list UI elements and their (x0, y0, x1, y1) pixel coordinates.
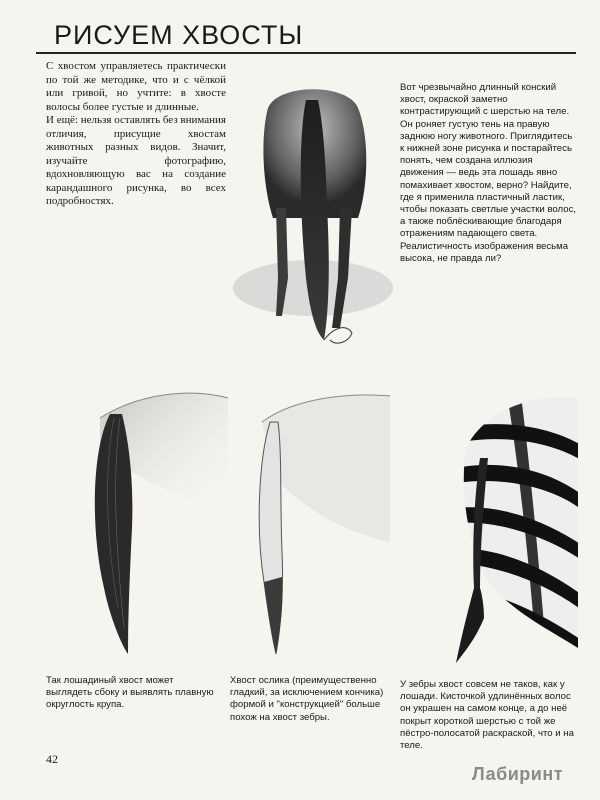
horse-tail-side-drawing (70, 388, 230, 658)
title-band (36, 14, 576, 54)
watermark: Лабиринт (472, 764, 564, 784)
intro-paragraph-1: С хвостом управляетесь практически по той же методике, что и с чёлкой или гривой, но учтите: в хвосте волосы более густые и длинные. (46, 60, 226, 113)
artist-signature (324, 328, 352, 343)
intro-paragraph-2: И ещё: нельзя оставлять без внимания отличия, присущие хвостам животных разных видов. Значит, изучайте фотографию, вдохновляющую вас на создание карандашного рисунка, во всех подробностях. (46, 114, 226, 207)
intro-text (46, 60, 226, 209)
horse-rear-drawing (228, 78, 398, 373)
horse-tail-caption: Так лошадиный хвост может выглядеть сбоку и выявлять плавную округлость крупа. (46, 675, 214, 711)
zebra-tail-tuft (456, 588, 484, 663)
zebra-tail-caption: У зебры хвост совсем не таков, как у лошади. Кисточкой удлинённых волос он украшен на самом конце, а до неё покрыт короткой шерстью с той же пёстро-полосатой раскраской, что и на теле. (400, 679, 574, 752)
donkey-tail-caption: Хвост ослика (преимущественно гладкий, за исключением кончика) формой и "конструкцией" больше похож на хвост зебры. (230, 675, 384, 723)
donkey-tail-drawing (232, 392, 392, 662)
horse-rear-caption: Вот чрезвычайно длинный конский хвост, окраской заметно контрастирующий с шерстью на теле. Он роняет густую тень на правую заднюю ногу животного. Приглядитесь к нижней зоне рисунка и постарайтесь понять, чем создана иллюзия движения — ведь эта лошадь явно помахивает хвостом, верно? Найдите, где я применила пластичный ластик, чтобы показать светлые участки волос, а также поблёскивающие благодаря отражениям падающего света. Реалистичность изображения весьма высока, не правда ли? (400, 82, 577, 264)
page-title: РИСУЕМ ХВОСТЫ (54, 20, 304, 50)
page-number: 42 (46, 752, 58, 766)
zebra-tail-drawing (446, 388, 578, 668)
horse-side-tail (95, 414, 133, 654)
